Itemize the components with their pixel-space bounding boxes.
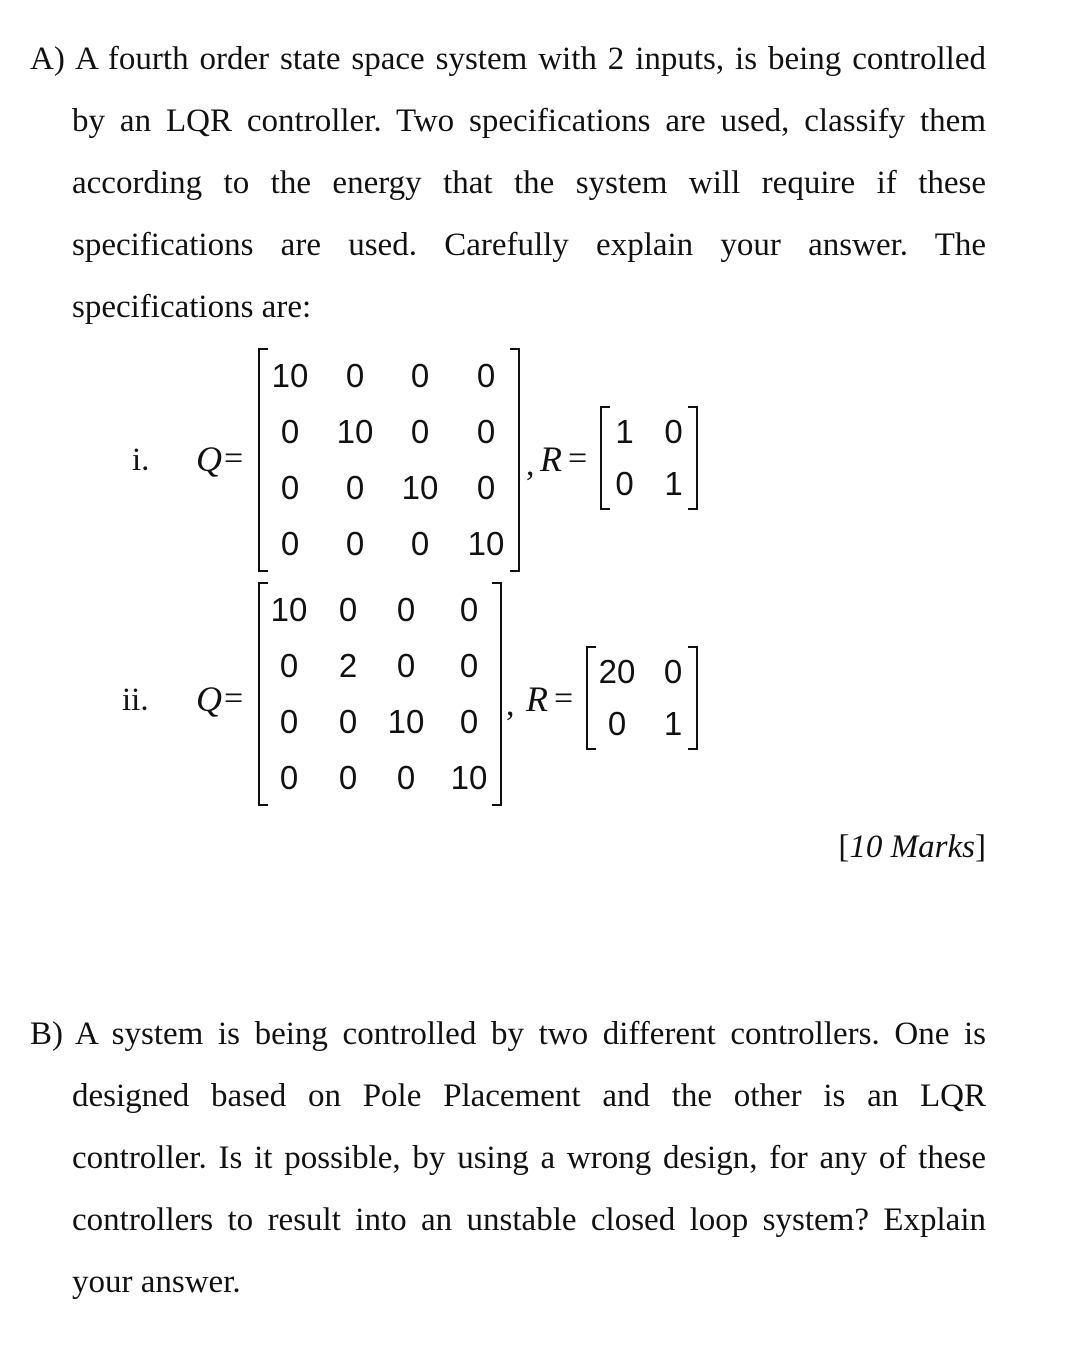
spec-i-q-cell: 0 [476, 469, 496, 506]
spec-ii-q-cell: 0 [396, 759, 416, 796]
spec-i-r-symbol: R [540, 439, 562, 479]
spec-i-r-equals: = [568, 440, 588, 477]
marks-label [838, 822, 986, 872]
spec-i-r-cell: 1 [615, 413, 634, 450]
spec-i-r-cell: 1 [664, 465, 683, 502]
spec-i-q-left-bracket [258, 348, 268, 572]
spec-ii-q-cell: 0 [338, 703, 358, 740]
spec-i-q-cell: 0 [410, 413, 430, 450]
spec-i-q-cell: 0 [476, 357, 496, 394]
spec-i-r-cell: 0 [664, 413, 683, 450]
spec-ii-r-matrix [586, 646, 698, 750]
spec-ii-q-equals: = [224, 680, 244, 717]
spec-i-q-cell: 10 [271, 357, 309, 394]
part-a-label: A) [30, 41, 65, 77]
spec-i-q-cell: 0 [280, 525, 300, 562]
spec-ii-q-cell: 0 [459, 647, 479, 684]
spec-i-q-cell: 0 [280, 469, 300, 506]
spec-i-r-right-bracket [688, 406, 698, 510]
spec-ii-r-cell: 0 [663, 653, 683, 690]
spec-i-q-cell: 0 [280, 413, 300, 450]
spec-ii-q-cell: 2 [338, 647, 358, 684]
spec-ii-r-equals: = [554, 680, 574, 717]
spec-ii-q-cell: 10 [270, 591, 308, 628]
spec-i-q-right-bracket [510, 348, 520, 572]
spec-ii-comma: , [506, 686, 515, 723]
spec-ii-q-cell: 0 [396, 591, 416, 628]
spec-ii-q-cell: 0 [459, 703, 479, 740]
spec-ii-r-cell: 20 [598, 653, 636, 690]
marks-text: 10 Marks [849, 829, 975, 865]
spec-i-r-matrix [600, 406, 698, 510]
spec-i-q-cell: 0 [345, 469, 365, 506]
spec-i-q-cell: 0 [345, 525, 365, 562]
spec-ii-q-symbol: Q [196, 679, 222, 719]
spec-i-q-matrix [258, 348, 520, 572]
spec-i-number: i. [132, 442, 150, 478]
spec-ii-r-symbol: R [526, 679, 548, 719]
spec-ii-q-left-bracket [258, 582, 268, 806]
spec-i-q-symbol: Q [196, 439, 222, 479]
spec-ii-q-cell: 0 [338, 759, 358, 796]
spec-i-r-cell: 0 [615, 465, 634, 502]
spec-ii-q-right-bracket [492, 582, 502, 806]
spec-ii-q-cell: 0 [338, 591, 358, 628]
spec-ii-q-cell: 0 [279, 647, 299, 684]
marks-open-bracket: [ [838, 829, 850, 865]
spec-i-q-cell: 10 [467, 525, 505, 562]
spec-ii-q-cell: 10 [387, 703, 425, 740]
spec-i-q-equals: = [224, 440, 244, 477]
spec-ii-q-cell: 0 [396, 647, 416, 684]
spec-ii-number: ii. [122, 682, 149, 718]
spec-i-q-cell: 0 [345, 357, 365, 394]
spec-ii-r-cell: 0 [607, 705, 627, 742]
spec-i-q-cell: 0 [476, 413, 496, 450]
spec-i-q-cell: 0 [410, 525, 430, 562]
spec-i-q-cell: 10 [401, 469, 439, 506]
spec-i-q-cell: 10 [336, 413, 374, 450]
spec-i-q-cell: 0 [410, 357, 430, 394]
spec-ii-q-cell: 0 [279, 759, 299, 796]
spec-i-r-left-bracket [600, 406, 610, 510]
spec-ii-q-cell: 0 [279, 703, 299, 740]
spec-ii-q-cell: 0 [459, 591, 479, 628]
spec-ii-r-cell: 1 [663, 705, 683, 742]
part-b-text: A system is being controlled by two different controllers. One is designed based on Pole Placement and the other is an LQR controller. Is it possible, by using a wrong design, for any of these controllers to result into an unstable closed loop system? Explain your answer. [72, 1016, 986, 1300]
spec-ii-r-left-bracket [586, 646, 596, 750]
spec-i-comma: , [526, 446, 535, 483]
spec-ii-q-cell: 10 [450, 759, 488, 796]
part-a-text: A fourth order state space system with 2 inputs, is being controlled by an LQR controller. Two specifications are used, classify them according to the energy that the system will require if these specifications are used. Carefully explain your answer. The specifications are: [72, 41, 986, 325]
part-b-label: B) [30, 1016, 63, 1052]
spec-ii-r-right-bracket [688, 646, 698, 750]
marks-close-bracket: ] [975, 829, 986, 865]
spec-ii-q-matrix [258, 582, 502, 806]
